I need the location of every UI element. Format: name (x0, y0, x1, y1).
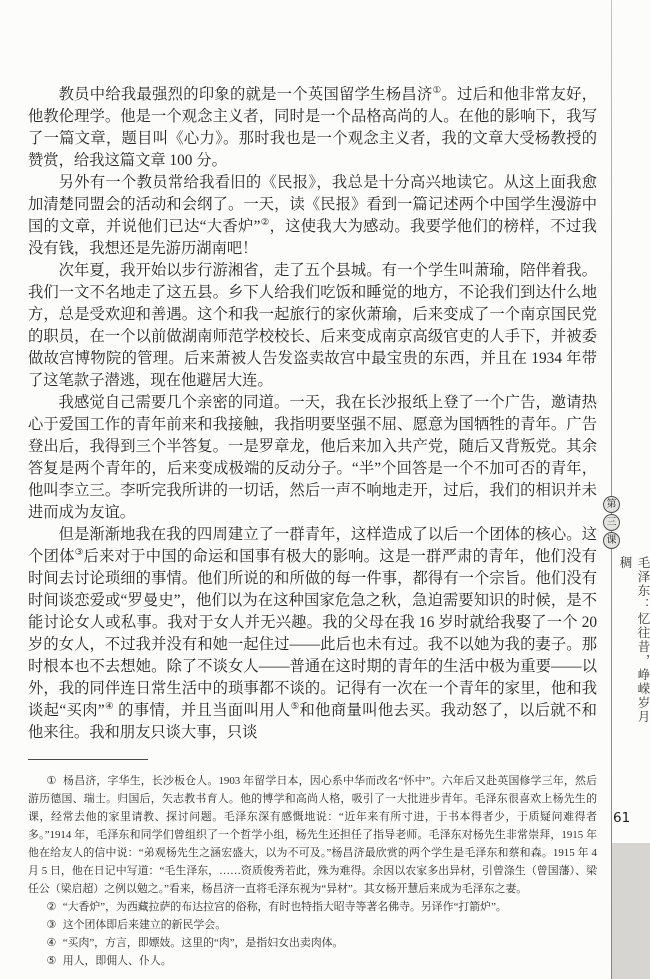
footnotes-section (28, 772, 597, 970)
footnote: ⑤ 用人，即佣人、仆人。 (46, 955, 172, 967)
footnote-marker: ④ (46, 937, 58, 949)
margin-rule (611, 0, 612, 979)
text-column (28, 84, 597, 970)
paragraph: 教员中给我最强烈的印象的就是一个英国留学生杨昌济①。过后和他非常友好，他教伦理学。他是一个观念主义者，同时是一个品格高尚的人。在他的影响下，我写了一篇文章，题目叫《心力》。那时我也是一个观念主义者，我的文章大受杨教授的赞赏，给我这篇文章 100 分。 (28, 85, 597, 169)
paragraph: 次年夏，我开始以步行游湘省，走了五个县城。有一个学生叫萧瑜，陪伴着我。我们一文不名地走了这五县。乡下人给我们吃饭和睡觉的地方，不论我们到达什么地方，总是受欢迎和善遇。这个和我一起旅行的家伙萧瑜，后来变成了一个南京国民党的职员，在一个以前做湖南师范学校校长、后来变成南京高级官吏的人手下，并被委做故宫博物院的管理。后来萧被人告发盗卖故宫中最宝贵的东西，并且在 1934 年带了这笔款子潜逃，现在他避居大连。 (28, 262, 597, 389)
footnote-ref: ② (260, 217, 270, 228)
footnote-ref: ④ (104, 701, 114, 712)
body-paragraphs (28, 84, 597, 744)
footnote: ③ 这个团体即后来建立的新民学会。 (46, 919, 227, 931)
lesson-badge-char: 课 (603, 532, 620, 549)
lesson-badge-char: 三 (603, 514, 620, 531)
paragraph: 但是渐渐地我在我的四周建立了一群青年，这样造成了以后一个团体的核心。这个团体③后来对于中国的命运和国事有极大的影响。这是一群严肃的青年，他们没有时间去讨论琐细的事情。他们所说的和所做的每一件事，都得有一个宗旨。他们没有时间谈恋爱或“罗曼史”，他们以为在这种国家危急之秋，急迫需要知识的时候，是不能讨论女人或私事。我对于女人并无兴趣。我的父母在我 16 岁时就给我娶了一个 20 岁的女人，不过我并没有和她一起住过——此后也未有过。我不以她为我的妻子。那时根本也不去想她。除了不谈女人——普通在这时期的青年的生活中极为重要——以外，我的同伴连日常生活中的琐事都不谈的。记得有一次在一个青年的家里，他和我谈起“买肉”④ 的事情，并且当面叫用人⑤和他商量叫他去买。我动怒了，以后就不和他来往。我和朋友只谈大事，只谈 (28, 526, 597, 741)
footnote-marker: ① (46, 775, 58, 787)
paragraph: 另外有一个教员常给我看旧的《民报》，我总是十分高兴地读它。从这上面我愈加清楚同盟会的活动和会纲了。一天，读《民报》看到一篇记述两个中国学生漫游中国的文章，并说他们已达“大香炉”②，这使我大为感动。我要学他们的榜样，不过我没有钱，我想还是先游历湖南吧！ (28, 174, 597, 257)
footnote-marker: ② (46, 901, 58, 913)
page-number: 61 (613, 810, 631, 826)
footnote-marker: ⑤ (46, 955, 58, 967)
footnote: ④ “买肉”，方言，即嫖妓。这里的“肉”，是指妇女出卖肉体。 (46, 937, 344, 949)
footnote-ref: ③ (74, 547, 84, 558)
paragraph: 我感觉自己需要几个亲密的同道。一天，我在长沙报纸上登了一个广告，邀请热心于爱国工作的青年前来和我接触，我指明要坚强不屈、愿意为国牺牲的青年。广告登出后，我得到三个半答复。一是罗章龙，他后来加入共产党，随后又背叛党。其余答复是两个青年的，后来变成极端的反动分子。“半”个回答是一个不加可否的青年，他叫李立三。李听完我所讲的一切话，然后一声不响地走开，过后，我们的相识并未进而成为友谊。 (28, 394, 597, 521)
footnote: ② “大香炉”，为西藏拉萨的布达拉宫的俗称，有时也特指大昭寺等著名佛寺。另译作“打箭炉”。 (46, 901, 507, 913)
footnote-divider (28, 759, 148, 760)
footnote-ref: ① (432, 85, 442, 96)
footnote-ref: ⑤ (290, 701, 300, 712)
page-edge-shading (612, 843, 650, 979)
footnote-marker: ③ (46, 919, 58, 931)
lesson-title-vertical: 毛泽东：忆往昔，峥嵘岁月稠 (618, 556, 650, 724)
lesson-badge-char: 第 (603, 496, 620, 513)
footnote: ① 杨昌济，字华生，长沙板仓人。1903 年留学日本，因心系中华而改名“怀中”。六年后又赴英国修学三年，然后游历德国、瑞士。归国后，矢志教书育人。他的博学和高尚人格，吸引了一大批进步青年。毛泽东很喜欢上杨先生的课，经常去他的家里请教、探讨问题。毛泽东深有感慨地说：“近年来有所寸进，于书本得者少，于质疑问难得者多。”1914 年，毛泽东和同学们曾组织了一个哲学小组，杨先生还担任了指导老师。毛泽东对杨先生非常崇拜，1915 年他在给友人的信中说：“弟观杨先生之涵宏盛大，以为不可及。”杨昌济最欣赏的两个学生是毛泽东和蔡和森。1915 年 4 月 5 日，他在日记中写道：“毛生泽东，……资质俊秀若此，殊为难得。余因以农家多出异材，引曾涤生（曾国藩）、梁任公（梁启超）之例以勉之。”看来，杨昌济一直将毛泽东视为“异材”。其女杨开慧后来成为毛泽东之妻。 (28, 775, 597, 895)
lesson-number-badge (603, 496, 620, 549)
